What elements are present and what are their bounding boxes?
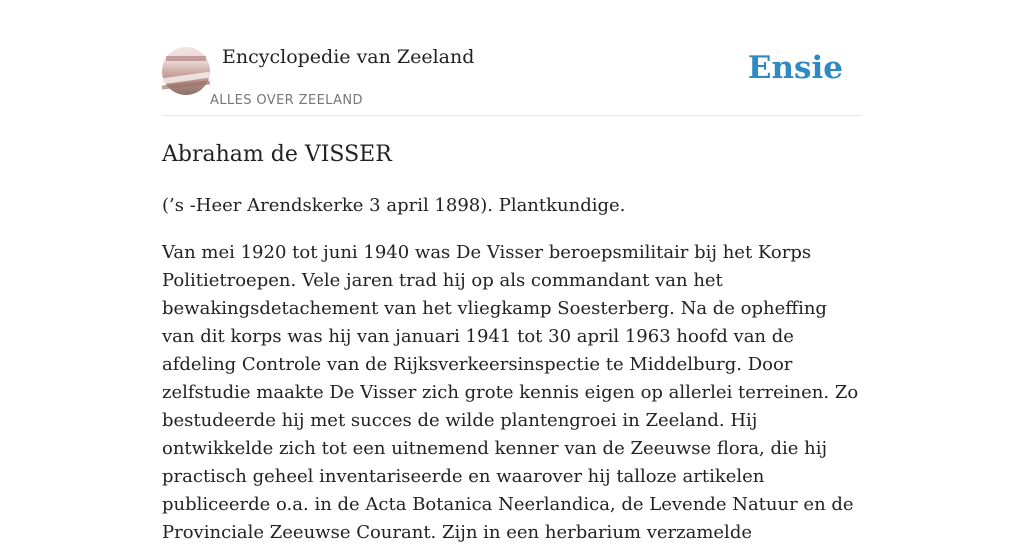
site-subtitle: ALLES OVER ZEELAND (210, 93, 363, 108)
article (162, 140, 862, 547)
ensie-brand-logo[interactable]: Ensie (747, 50, 843, 86)
article-intro: (’s -Heer Arendskerke 3 april 1898). Plantkundige. (162, 195, 626, 216)
site-title-link[interactable]: Encyclopedie van Zeeland (222, 46, 475, 68)
article-body: Van mei 1920 tot juni 1940 was De Visser beroepsmilitair bij het Korps Politietroepen. Vele jaren trad hij op als commandant van het bewakingsdetachement van het vliegkamp Soesterberg. Na de opheffing van dit korps was hij van januari 1941 tot 30 april 1963 hoofd van de afdeling Controle van de Rijksverkeersinspectie te Middelburg. Door zelfstudie maakte De Visser zich grote kennis eigen op allerlei terreinen. Zo bestudeerde hij met succes de wilde plantengroei in Zeeland. Hij ontwikkelde zich tot een uitnemend kenner van de Zeeuwse flora, die hij practisch geheel inventariseerde en waarover hij talloze artikelen publiceerde o.a. in de Acta Botanica Neerlandica, de Levende Natuur en de Provinciale Zeeuwse Courant. Zijn in een herbarium verzamelde (162, 242, 859, 543)
site-logo-avatar[interactable] (162, 47, 210, 95)
site-header (162, 0, 862, 116)
avatar-detail (166, 56, 206, 61)
article-title: Abraham de VISSER (162, 142, 392, 167)
